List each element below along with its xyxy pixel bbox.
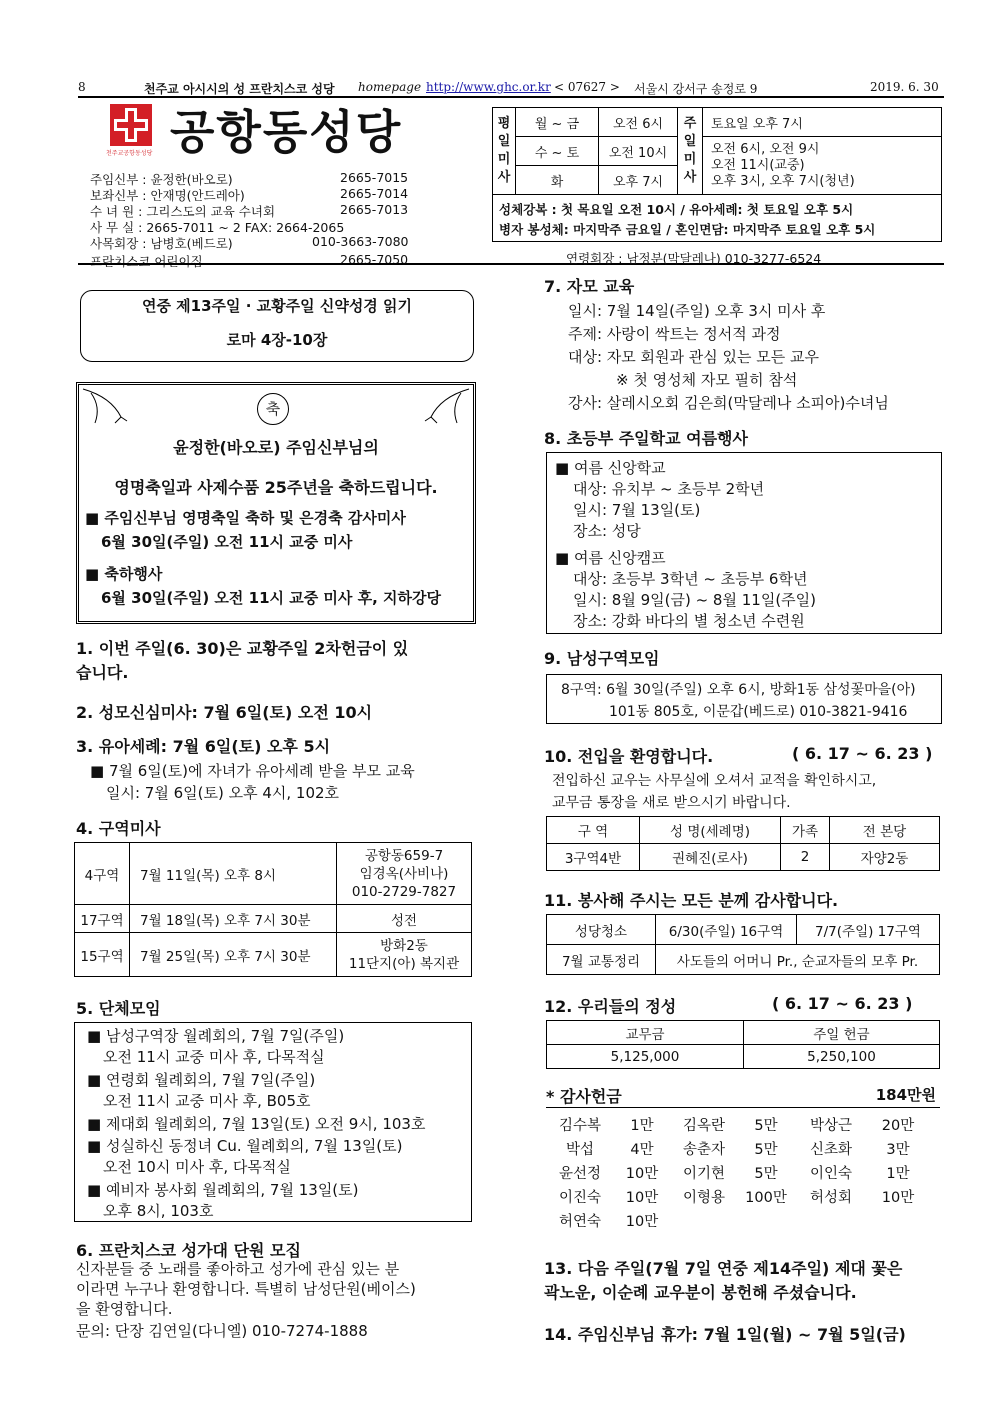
section-9-title: 9. 남성구역모임: [544, 649, 660, 668]
header-cell: 교무금: [547, 1021, 744, 1045]
donor-name: 김옥란: [682, 1117, 726, 1134]
cell: 성당청소: [547, 915, 656, 945]
cell: 자양2동: [830, 844, 940, 871]
homepage-link[interactable]: http://www.ghc.or.kr: [426, 80, 551, 94]
issue-date: 2019. 6. 30: [870, 80, 939, 94]
meeting-item: ■ 제대회 월례회의, 7월 13일(토) 오전 9시, 103호: [87, 1115, 426, 1133]
staff-role: 사목회장 : 남병호(베드로): [90, 236, 233, 251]
cell: 사도들의 어머니 Pr., 순교자들의 모후 Pr.: [656, 945, 940, 975]
section-8-title: 8. 초등부 주일학교 여름행사: [544, 429, 748, 448]
cell: 7월 18일(목) 오후 7시 30분: [130, 905, 337, 933]
ribbon-right-icon: [401, 387, 471, 427]
section-7-line: 일시: 7월 14일(주일) 오후 3시 미사 후: [568, 302, 826, 320]
cell-line: 임경옥(사비나): [359, 865, 449, 882]
donor-amount: 5만: [754, 1165, 778, 1182]
info-line: 성체강복 : 첫 목요일 오전 10시 / 유아세례: 첫 토요일 오후 5시: [499, 202, 854, 217]
staff-phone: 2665-7014: [340, 186, 409, 201]
info-line: 병자 봉성체: 마지막주 금요일 / 혼인면담: 마지막주 토요일 오후 5시: [499, 222, 876, 237]
bullet-text: 축하행사: [104, 565, 163, 583]
sun-mass-line: 오후 3시, 오후 7시(청년): [711, 173, 855, 189]
mass-day: 월 ~ 금: [516, 108, 599, 137]
header-cell: 성 명(세례명): [640, 817, 781, 844]
bullet-detail: 6월 30일(주일) 오전 11시 교중 미사: [101, 533, 353, 551]
mens-meeting-line: 101동 805호, 이문갑(베드로) 010-3821-9416: [609, 704, 908, 720]
staff-phone: 2665-7015: [340, 170, 409, 185]
cell: 권혜진(로사): [640, 844, 781, 871]
celebration-badge: 축: [257, 393, 289, 425]
donor-amount: 5만: [754, 1141, 778, 1158]
section-1-title: 습니다.: [76, 663, 129, 682]
cell: 17구역: [75, 905, 130, 933]
org-name: 천주교 아시시의 성 프란치스코 성당: [144, 82, 335, 96]
cell: 5,250,100: [744, 1045, 940, 1069]
mass-time: 오전 6시: [599, 108, 678, 137]
donor-name: 이진숙: [558, 1189, 602, 1206]
meeting-item: ■ 성실하신 동정녀 Cu. 월례회의, 7월 13일(토): [87, 1137, 403, 1155]
gratitude-total: 184만원: [875, 1086, 936, 1104]
donor-amount: 20만: [881, 1117, 915, 1134]
section-12-range: ( 6. 17 ~ 6. 23 ): [772, 994, 913, 1013]
donor-name: 윤선정: [558, 1165, 602, 1182]
section-12-title: 12. 우리들의 정성: [544, 997, 677, 1016]
gratitude-title: * 감사헌금: [546, 1087, 622, 1106]
cell-line: 11단지(아) 복지관: [348, 955, 460, 972]
meeting-detail: 오전 10시 미사 후, 다목적실: [103, 1158, 291, 1176]
section-7-line: 강사: 살레시오회 김은희(막달레나 소피아)수녀님: [568, 394, 889, 412]
logo-caption: 천주교공항동성당: [106, 150, 153, 157]
cell: 성전: [337, 905, 472, 933]
staff-role: 주임신부 : 윤정한(바오로): [90, 172, 233, 187]
section-7-title: 7. 자모 교육: [544, 277, 635, 296]
mass-time: 오후 7시: [599, 166, 678, 195]
district-mass-table: [74, 842, 472, 977]
donor-name: 허연숙: [558, 1213, 602, 1230]
reading-passage: 로마 4장-10장: [226, 331, 328, 349]
mass-day: 수 ~ 토: [516, 137, 599, 166]
header-cell: 전 본당: [830, 817, 940, 844]
event-detail: 장소: 강화 바다의 별 청소년 수련원: [573, 612, 805, 630]
event-detail: 대상: 유치부 ~ 초등부 2학년: [573, 480, 765, 498]
meeting-detail: 오전 11시 교중 미사 후, 다목적실: [103, 1048, 325, 1066]
congrats-line: 영명축일과 사제수품 25주년을 축하드립니다.: [114, 478, 438, 497]
section-13-line: 13. 다음 주일(7월 7일 연중 제14주일) 제대 꽃은: [544, 1259, 903, 1278]
section-6-line: 을 환영합니다.: [76, 1300, 173, 1318]
event-detail: 일시: 8월 9일(금) ~ 8월 11일(주일): [573, 591, 816, 609]
volunteer-table: [546, 914, 940, 975]
congrats-line: 윤정한(바오로) 주임신부님의: [173, 438, 379, 457]
cell: 6/30(주일) 16구역: [656, 915, 797, 945]
donor-name: 김수복: [558, 1117, 602, 1134]
section-7-line: 주제: 사랑이 싹트는 정서적 과정: [568, 325, 781, 343]
section-2-title: 2. 성모신심미사: 7월 6일(토) 오전 10시: [76, 703, 373, 722]
section-6-contact: 문의: 단장 김연일(다니엘) 010-7274-1888: [76, 1322, 368, 1340]
weekday-label: 평일미사: [493, 108, 516, 195]
meeting-detail: 오전 11시 교중 미사 후, B05호: [103, 1092, 311, 1110]
cell-line: 방화2동: [380, 937, 428, 954]
meeting-text: 제대회 월례회의, 7월 13일(토) 오전 9시, 103호: [105, 1115, 426, 1133]
bullet-text: 7월 6일(토)에 자녀가 유아세례 받을 부모 교육: [108, 762, 415, 780]
reading-title: 연중 제13주일 · 교황주일 신약성경 읽기: [141, 297, 413, 315]
section-3-bullet: ■ 7월 6일(토)에 자녀가 유아세례 받을 부모 교육: [90, 762, 415, 780]
mass-schedule: [492, 107, 942, 195]
cell: 5,125,000: [547, 1045, 744, 1069]
donor-name: 송춘자: [682, 1141, 726, 1158]
event-item: ■ 여름 신앙캠프: [555, 549, 666, 567]
donor-amount: 10만: [625, 1189, 659, 1206]
cell: 7/7(주일) 17구역: [797, 915, 940, 945]
donor-amount: 1만: [630, 1117, 654, 1134]
sun-mass-line: 오전 6시, 오전 9시: [711, 141, 820, 157]
donor-amount: 4만: [630, 1141, 654, 1158]
donor-amount: 1만: [886, 1165, 910, 1182]
staff-role: 사 무 실 : 2665-7011 ~ 2 FAX: 2664-2065: [90, 220, 345, 235]
event-detail: 장소: 성당: [573, 522, 641, 540]
cell: 7월 11일(목) 오후 8시: [130, 843, 337, 905]
staff-role: 보좌신부 : 안재명(안드레아): [90, 188, 245, 203]
donor-name: 이인숙: [809, 1165, 853, 1182]
gratitude-table: [548, 1112, 930, 1232]
group-meetings-box: [74, 1022, 472, 1222]
donor-name: 신초화: [809, 1141, 853, 1158]
cell: 7월 25일(목) 오후 7시 30분: [130, 933, 337, 977]
address: 서울시 강서구 송정로 9: [634, 82, 758, 96]
sat-mass: 토요일 오후 7시: [703, 108, 942, 137]
donor-amount: 100만: [745, 1189, 787, 1206]
cell: 4구역: [75, 843, 130, 905]
postcode: < 07627 >: [554, 80, 620, 94]
event-item: ■ 여름 신앙학교: [555, 459, 666, 477]
meeting-text: 성실하신 동정녀 Cu. 월례회의, 7월 13일(토): [105, 1137, 403, 1155]
gratitude-header: [546, 1084, 940, 1108]
newcomer-table: [546, 816, 940, 871]
section-7-line: 대상: 자모 회원과 관심 있는 모든 교우: [568, 348, 820, 366]
donor-amount: 10만: [625, 1213, 659, 1230]
summer-events-box: [546, 452, 942, 634]
meeting-text: 남성구역장 월례회의, 7월 7일(주일): [105, 1027, 345, 1045]
section-3-title: 3. 유아세례: 7월 6일(토) 오후 5시: [76, 737, 331, 756]
cell: 7월 교통정리: [547, 945, 656, 975]
header-cell: 구 역: [547, 817, 640, 844]
section-6-title: 6. 프란치스코 성가대 단원 모집: [76, 1241, 301, 1260]
reading-box: [80, 290, 474, 362]
donor-name: 이형용: [682, 1189, 726, 1206]
congrats-bullet: ■ 축하행사: [85, 565, 163, 583]
sacrament-info: [492, 195, 942, 242]
mens-meeting-line: 8구역: 6월 30일(주일) 오후 6시, 방화1동 삼성꽃마을(아): [561, 682, 916, 698]
section-10-title: 10. 전입을 환영합니다.: [544, 747, 714, 766]
section-13-line: 곽노운, 이순례 교우분이 봉헌해 주셨습니다.: [544, 1283, 857, 1302]
council-head: 연령회장 : 남정분(막달레나) 010-3277-6524: [566, 251, 822, 266]
section-3-detail: 일시: 7월 6일(토) 오후 4시, 102호: [106, 784, 340, 802]
mass-day: 화: [516, 166, 599, 195]
staff-role: 프란치스코 어린이집: [90, 254, 203, 269]
church-name: 공항동성당: [170, 105, 403, 159]
section-5-title: 5. 단체모임: [76, 999, 161, 1018]
donor-name: 허성회: [809, 1189, 853, 1206]
section-14-title: 14. 주임신부님 휴가: 7월 1일(월) ~ 7월 5일(금): [544, 1325, 906, 1344]
section-1-title: 1. 이번 주일(6. 30)은 교황주일 2차헌금이 있: [76, 639, 409, 658]
congrats-bullet: ■ 주임신부님 영명축일 축하 및 은경축 감사미사: [85, 509, 406, 527]
donor-amount: 5만: [754, 1117, 778, 1134]
cell: 15구역: [75, 933, 130, 977]
header-cell: 가족: [781, 817, 830, 844]
cell-line: 010-2729-7827: [351, 883, 457, 900]
event-detail: 일시: 7월 13일(토): [573, 501, 701, 519]
section-6-line: 신자분들 중 노래를 좋아하고 성가에 관심 있는 분: [76, 1260, 400, 1278]
donor-amount: 3만: [886, 1141, 910, 1158]
meeting-text: 연령회 월례회의, 7월 7일(주일): [105, 1071, 316, 1089]
meeting-text: 예비자 봉사회 월례회의, 7월 13일(토): [105, 1181, 359, 1199]
staff-phone: 010-3663-7080: [312, 234, 409, 249]
congrats-box: [76, 382, 476, 624]
sunday-label: 주일미사: [678, 108, 703, 195]
cell: 3구역4반: [547, 844, 640, 871]
staff-phone: 2665-7013: [340, 202, 409, 217]
meeting-item: ■ 예비자 봉사회 월례회의, 7월 13일(토): [87, 1181, 359, 1199]
donor-name: 박상근: [809, 1117, 853, 1134]
event-detail: 대상: 초등부 3학년 ~ 초등부 6학년: [573, 570, 808, 588]
donor-name: 이기현: [682, 1165, 726, 1182]
staff-phone: 2665-7050: [340, 252, 409, 267]
donor-amount: 10만: [625, 1165, 659, 1182]
cell: 2: [781, 844, 830, 871]
homepage-label: homepage: [358, 80, 422, 94]
event-text: 여름 신앙캠프: [573, 549, 666, 567]
section-6-line: 이라면 누구나 환영합니다. 특별히 남성단원(베이스): [76, 1280, 416, 1298]
mens-meeting-box: [546, 674, 942, 724]
event-text: 여름 신앙학교: [573, 459, 666, 477]
sun-mass-line: 오전 11시(교중): [711, 157, 805, 173]
section-11-title: 11. 봉사해 주시는 모든 분께 감사합니다.: [544, 891, 839, 910]
section-10-range: ( 6. 17 ~ 6. 23 ): [792, 744, 933, 763]
bullet-text: 주임신부님 영명축일 축하 및 은경축 감사미사: [104, 509, 406, 527]
meeting-item: ■ 남성구역장 월례회의, 7월 7일(주일): [87, 1027, 345, 1045]
staff-role: 수 녀 원 : 그리스도의 교육 수녀회: [90, 204, 276, 219]
bullet-detail: 6월 30일(주일) 오전 11시 교중 미사 후, 지하강당: [101, 589, 441, 607]
header-cell: 주일 헌금: [744, 1021, 940, 1045]
section-4-title: 4. 구역미사: [76, 819, 161, 838]
donor-amount: 10만: [881, 1189, 915, 1206]
mass-time: 오전 10시: [599, 137, 678, 166]
meeting-item: ■ 연령회 월례회의, 7월 7일(주일): [87, 1071, 316, 1089]
ribbon-left-icon: [81, 387, 151, 427]
meeting-detail: 오후 8시, 103호: [103, 1202, 214, 1220]
section-10-line: 교무금 통장을 새로 받으시기 바랍니다.: [552, 795, 791, 811]
section-10-line: 전입하신 교우는 사무실에 오셔서 교적을 확인하시고,: [552, 773, 877, 789]
cell-line: 공항동659-7: [364, 847, 444, 864]
donor-name: 박섭: [565, 1141, 594, 1158]
page-number: 8: [78, 80, 86, 94]
offering-table: [546, 1020, 940, 1069]
section-7-note: ※ 첫 영성체 자모 필히 참석: [616, 371, 798, 389]
